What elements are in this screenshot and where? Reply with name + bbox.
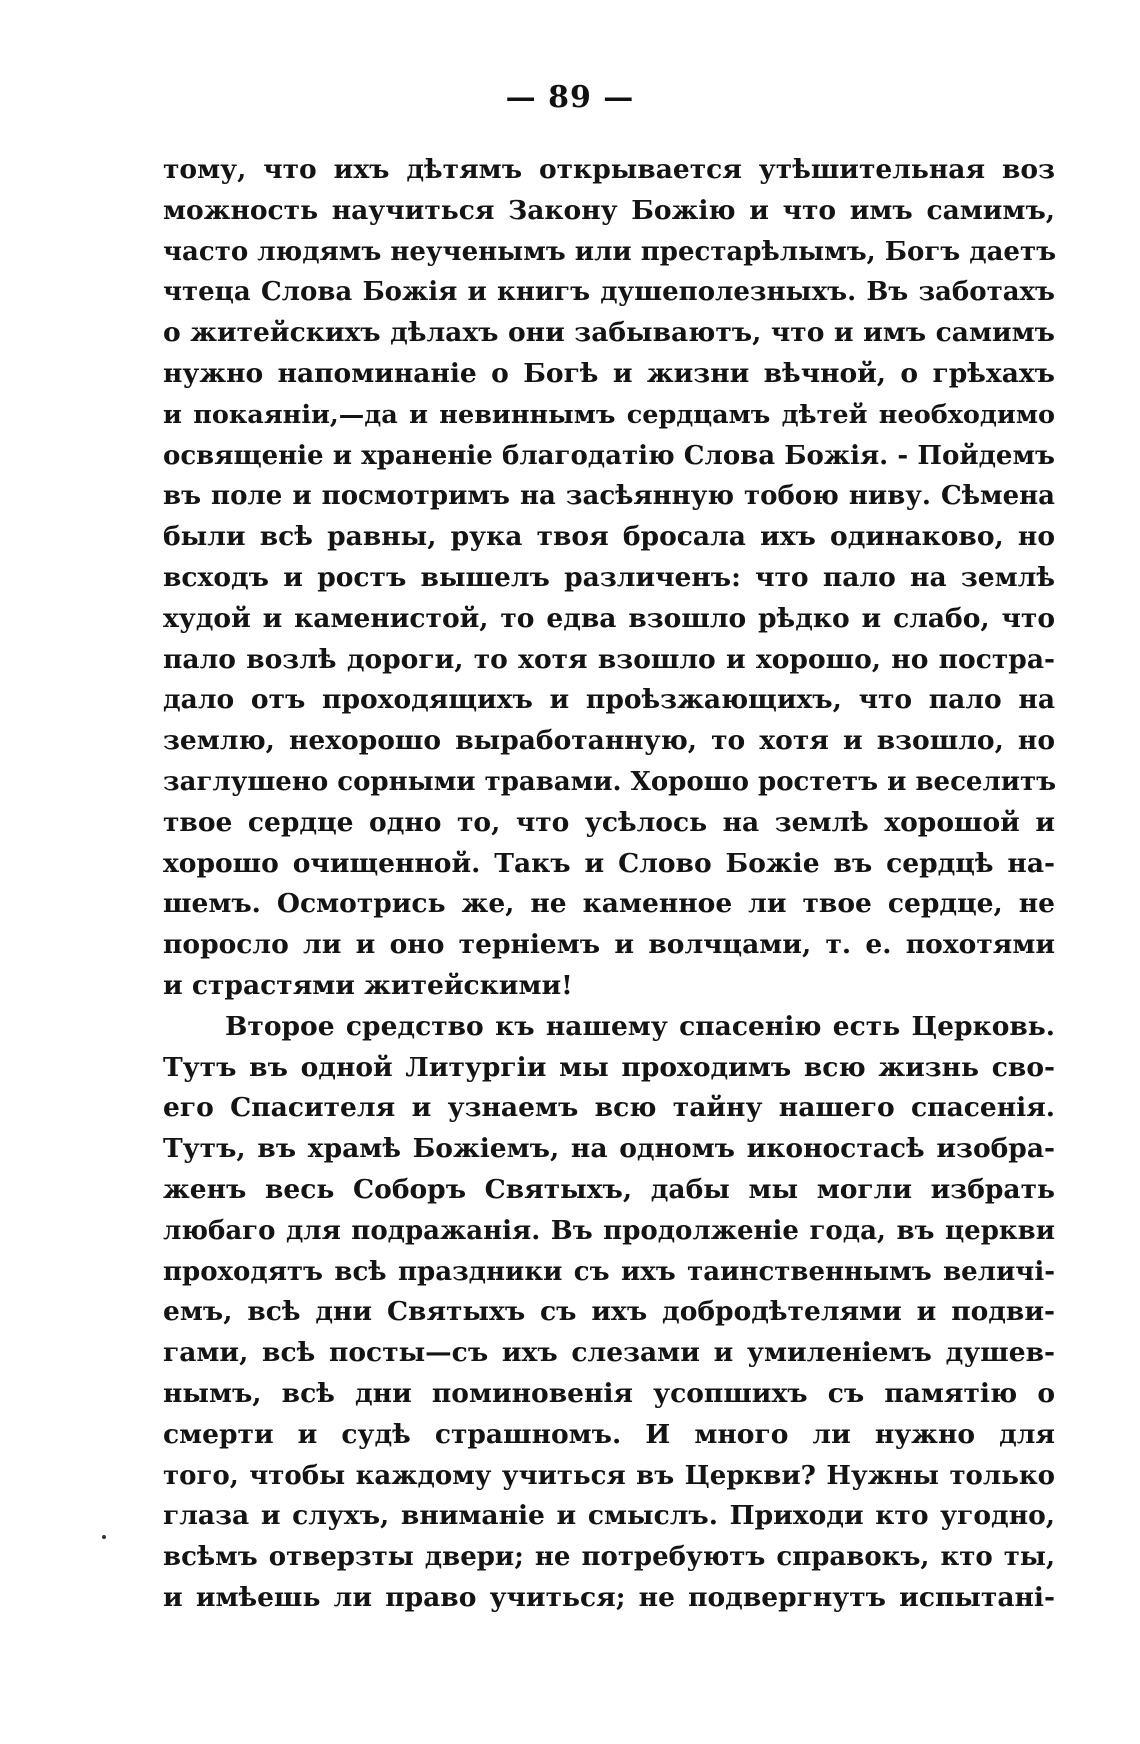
text-line: Тутъ, въ храмѣ Божіемъ, на одномъ иконостасѣ изобра- — [163, 1133, 1055, 1165]
text-line: твое сердце одно то, что усѣлось на землѣ хорошой и — [163, 806, 1055, 838]
text-line: смерти и судѣ страшномъ. И много ли нужно для — [163, 1418, 1055, 1450]
text-line: освященіе и храненіе благодатію Слова Божія. - Пойдемъ — [163, 440, 1055, 471]
text-line: тому, что ихъ дѣтямъ открывается утѣшительная воз — [163, 154, 1055, 185]
text-line: шемъ. Осмотрись же, не каменное ли твое сердце, не — [163, 888, 1055, 920]
text-line: хорошо очищенной. Такъ и Слово Божіе въ сердцѣ на- — [163, 847, 1055, 879]
text-line: чтеца Слова Божія и книгъ душеполезныхъ. Въ заботахъ — [163, 277, 1055, 308]
text-line: дало отъ проходящихъ и проѣзжающихъ, что пало на — [163, 684, 1055, 716]
text-line: заглушено сорными травами. Хорошо ростетъ и веселитъ — [163, 766, 1057, 797]
text-line: нужно напоминаніе о Богѣ и жизни вѣчной, о грѣхахъ — [163, 357, 1055, 389]
text-line: о житейскихъ дѣлахъ они забываютъ, что и имъ самимъ — [163, 317, 1055, 349]
text-line: Тутъ въ одной Литургіи мы проходимъ всю жизнь сво- — [163, 1051, 1055, 1083]
text-line: проходятъ всѣ праздники съ ихъ таинственнымъ величі- — [163, 1256, 1055, 1287]
text-line: и покаяніи,—да и невиннымъ сердцамъ дѣтей необходимо — [163, 399, 1055, 430]
text-line: и имѣешь ли право учиться; не подвергнутъ испытані- — [163, 1581, 1055, 1613]
text-line: его Спасителя и узнаемъ всю тайну нашего спасенія. — [163, 1092, 1055, 1124]
text-line: въ поле и посмотримъ на засѣянную тобою ниву. Сѣмена — [163, 481, 1055, 512]
text-line: часто людямъ неученымъ или престарѣлымъ, Богъ даетъ — [163, 236, 1057, 267]
text-line: худой и каменистой, то едва взошло рѣдко и слабо, что — [163, 602, 1055, 634]
text-line: любаго для подражанія. Въ продолженіе года, въ церкви — [163, 1215, 1055, 1246]
text-line: гами, всѣ посты—съ ихъ слезами и умиленіемъ душев- — [163, 1337, 1055, 1369]
text-line: женъ весь Соборъ Святыхъ, дабы мы могли избрать — [163, 1173, 1055, 1205]
text-line: всходъ и ростъ вышелъ различенъ: что пало на землѣ — [163, 561, 1055, 593]
text-line: того, чтобы каждому учиться въ Церкви? Нужны только — [163, 1460, 1055, 1491]
paragraph-end-line: и страстями житейскими! — [163, 969, 573, 1001]
paragraph-start-line: Второе средство къ нашему спасенію есть Церковь. — [225, 1010, 1055, 1042]
text-line: нымъ, всѣ дни поминовенія усопшихъ съ памятію о — [163, 1377, 1055, 1409]
text-line: емъ, всѣ дни Святыхъ съ ихъ добродѣтелями и подви- — [163, 1296, 1055, 1328]
text-line: глаза и слухъ, вниманіе и смыслъ. Приходи кто угодно, — [163, 1500, 1055, 1532]
text-line: землю, нехорошо выработанную, то хотя и взошло, но — [163, 725, 1055, 757]
text-line: всѣмъ отверзты двери; не потребуютъ справокъ, кто ты, — [163, 1542, 1055, 1573]
print-speck — [102, 1535, 106, 1539]
page-number: — 89 — — [505, 80, 635, 115]
text-line: пало возлѣ дороги, то хотя взошло и хорошо, но постра- — [163, 643, 1055, 675]
body-text — [163, 150, 1055, 1619]
text-line: были всѣ равны, рука твоя бросала ихъ одинаково, но — [163, 521, 1055, 553]
text-line: можность научиться Закону Божію и что имъ самимъ, — [163, 194, 1055, 226]
text-line: поросло ли и оно терніемъ и волчцами, т. е. похотями — [163, 929, 1055, 961]
